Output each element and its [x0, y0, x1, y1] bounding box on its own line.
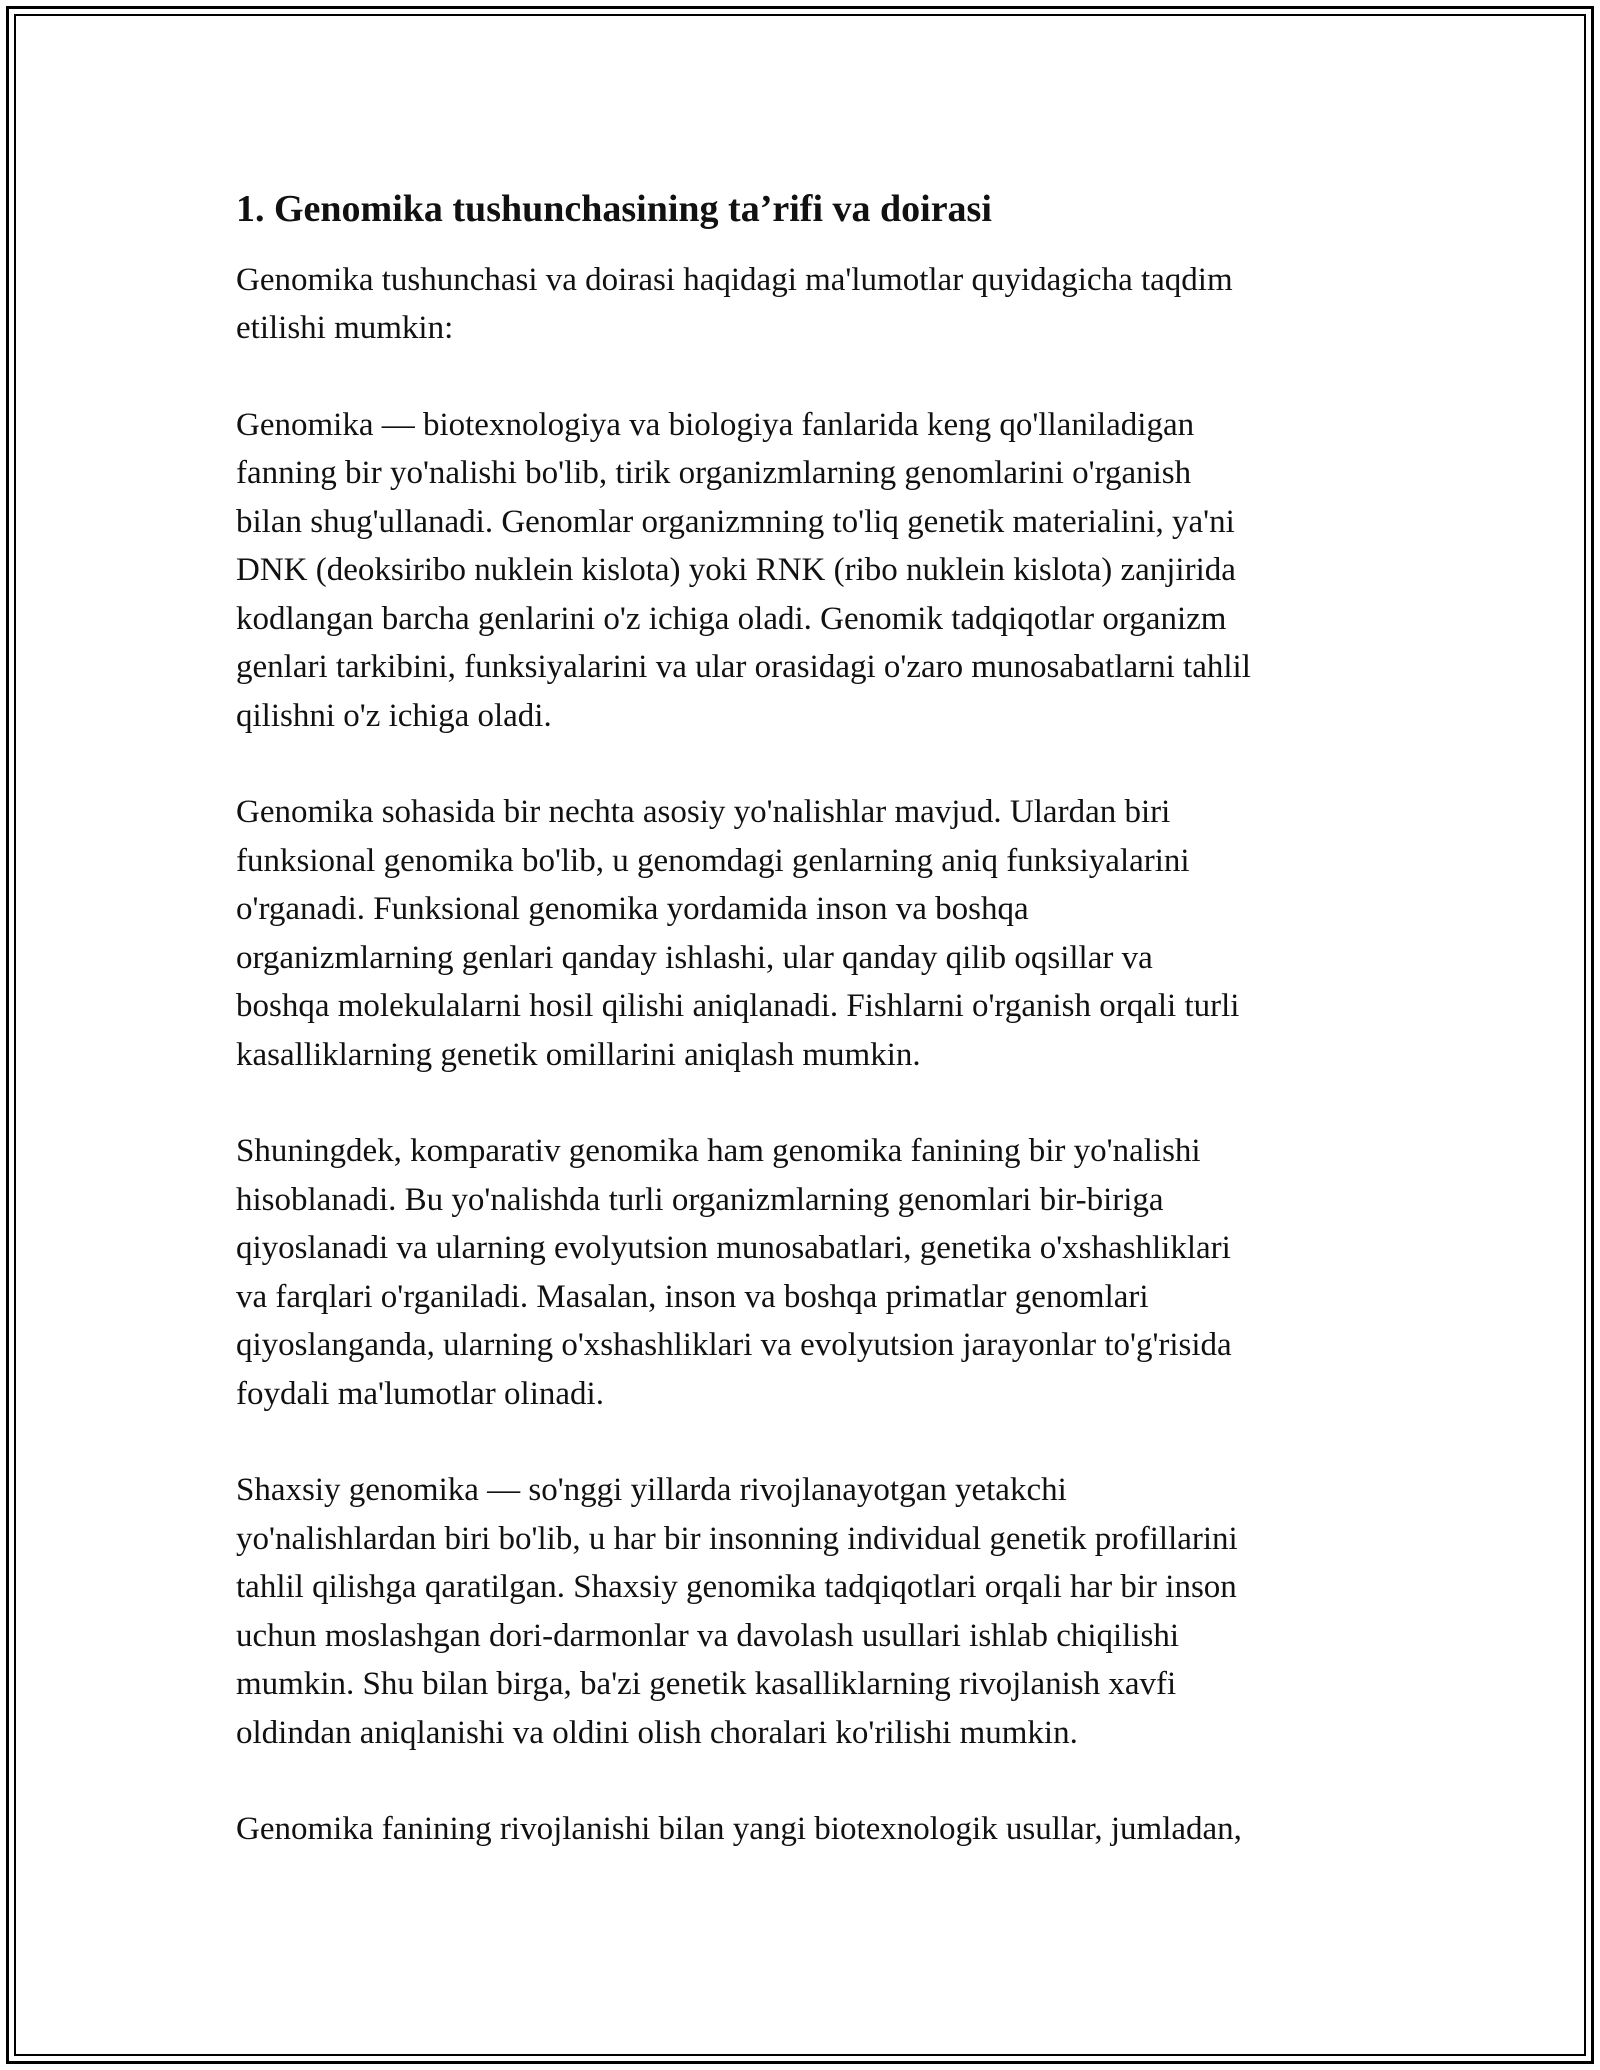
- paragraph-personal-genomics: Shaxsiy genomika — so'nggi yillarda rivojlanayotgan yetakchi yo'nalishlardan biri bo'lib, u har bir insonning individual genetik profillarini tahlil qilishga qaratilgan. Shaxsiy genomika tadqiqotlari orqali har bir inson uchun moslashgan dori-darmonlar va davolash usullari ishlab chiqilishi mumkin. Shu bilan birga, ba'zi genetik kasalliklarning rivojlanish xavfi oldindan aniqlanishi va oldini olish choralari ko'rilishi mumkin.: [236, 1472, 1238, 1751]
- paragraph-genomics-definition: Genomika — biotexnologiya va biologiya fanlarida keng qo'llaniladigan fanning bir yo'nalishi bo'lib, tirik organizmlarning genomlarini o'rganish bilan shug'ullanadi. Genomlar organizmning to'liq genetik materialini, ya'ni DNK (deoksiribo nuklein kislota) yoki RNK (ribo nuklein kislota) zanjirida kodlangan barcha genlarini o'z ichiga oladi. Genomik tadqiqotlar organizm genlari tarkibini, funksiyalarini va ular orasidagi o'zaro munosabatlarni tahlil qilishni o'z ichiga oladi.: [236, 406, 1251, 734]
- section-heading: 1. Genomika tushunchasining ta’rifi va doirasi: [236, 188, 992, 230]
- paragraph-intro: Genomika tushunchasi va doirasi haqidagi ma'lumotlar quyidagicha taqdim etilishi mumkin:: [236, 261, 1233, 346]
- paragraph-continuation: Genomika fanining rivojlanishi bilan yangi biotexnologik usullar, jumladan,: [236, 1811, 1242, 1847]
- paragraph-comparative-genomics: Shuningdek, komparativ genomika ham genomika fanining bir yo'nalishi hisoblanadi. Bu yo'nalishda turli organizmlarning genomlari bir-biriga qiyoslanadi va ularning evolyutsion munosabatlari, genetika o'xshashliklari va farqlari o'rganiladi. Masalan, inson va boshqa primatlar genomlari qiyoslanganda, ularning o'xshashliklari va evolyutsion jarayonlar to'g'risida foydali ma'lumotlar olinadi.: [236, 1133, 1232, 1412]
- paragraph-functional-genomics: Genomika sohasida bir nechta asosiy yo'nalishlar mavjud. Ulardan biri funksional genomika bo'lib, u genomdagi genlarning aniq funksiyalarini o'rganadi. Funksional genomika yordamida inson va boshqa organizmlarning genlari qanday ishlashi, ular qanday qilib oqsillar va boshqa molekulalarni hosil qilishi aniqlanadi. Fishlarni o'rganish orqali turli kasalliklarning genetik omillarini aniqlash mumkin.: [236, 794, 1240, 1073]
- document-body: [236, 186, 1366, 1854]
